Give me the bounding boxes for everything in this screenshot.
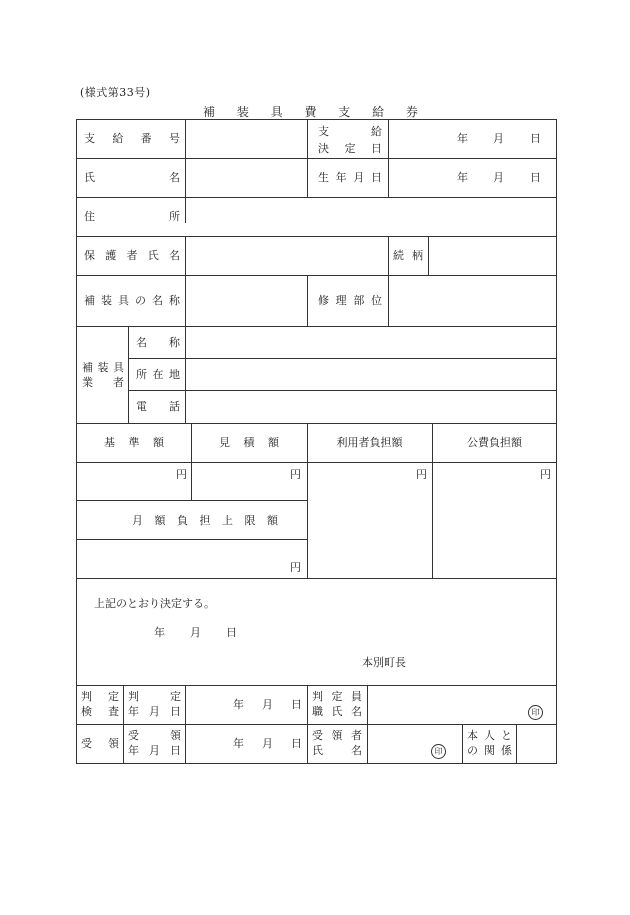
vendor-name-label: 名 称 (136, 336, 180, 349)
recipient-label: 受 領 者 (312, 729, 362, 742)
seal-mark: 印 (431, 744, 446, 759)
day-label: 日 (530, 132, 541, 145)
rule (185, 236, 186, 275)
rule (307, 158, 308, 197)
judgment-date-label: 判 定 (128, 690, 181, 703)
public-burden-label: 公費負担額 (467, 436, 522, 449)
user-burden-label: 利用者負担額 (336, 436, 403, 449)
estimate-amount-label: 見 積 額 (219, 436, 279, 449)
rule (307, 275, 308, 326)
support-number-label: 支 給 番 号 (84, 132, 180, 145)
rule (76, 197, 557, 198)
rule (76, 158, 557, 159)
yen-label: 円 (290, 561, 301, 574)
rule (128, 358, 557, 359)
judgment-date-label: 年 月 日 (128, 705, 181, 718)
yen-label: 円 (416, 468, 427, 481)
rule (185, 119, 186, 223)
relation-to-self-label: 本 人 と (467, 729, 512, 742)
vendor-phone-label: 電 話 (136, 400, 180, 413)
rule (516, 724, 517, 764)
day-label: 日 (226, 626, 237, 639)
inspection-label: 判 定 (81, 690, 119, 703)
address-label: 住 所 (84, 210, 180, 223)
inspection-label: 検 査 (81, 705, 119, 718)
yen-label: 円 (540, 468, 551, 481)
rule (128, 326, 129, 423)
rule (123, 685, 124, 764)
decision-date-label: 決 定 日 (318, 142, 382, 155)
rule (388, 275, 389, 326)
rule (76, 539, 307, 540)
yen-label: 円 (176, 468, 187, 481)
rule (388, 158, 389, 197)
relation-label: 続 柄 (393, 249, 423, 262)
seal-mark: 印 (528, 705, 543, 720)
judge-label: 判 定 員 (312, 690, 362, 703)
rule (185, 275, 186, 326)
rule (76, 724, 557, 725)
rule (191, 423, 192, 500)
decision-statement: 上記のとおり決定する。 (94, 597, 215, 610)
decision-date-label: 支 給 (318, 125, 382, 138)
month-label: 月 (262, 737, 273, 750)
rule (185, 326, 186, 423)
rule (76, 275, 557, 276)
receipt-date-label: 年 月 日 (128, 744, 181, 757)
year-label: 年 (233, 698, 244, 711)
birthdate-label: 生 年 月 日 (318, 171, 382, 184)
standard-amount-label: 基 準 額 (104, 436, 164, 449)
rule (76, 500, 307, 501)
day-label: 日 (291, 737, 302, 750)
rule (388, 119, 389, 158)
page-title: 補 装 具 費 支 給 券 (203, 105, 427, 119)
rule (128, 390, 557, 391)
judge-label: 職 氏 名 (312, 705, 362, 718)
monthly-cap-label: 月 額 負 担 上 限 額 (132, 514, 278, 527)
vendor-label: 補 装 具 (82, 361, 124, 374)
month-label: 月 (493, 132, 504, 145)
rule (76, 423, 557, 424)
guardian-name-label: 保 護 者 氏 名 (84, 249, 180, 262)
year-label: 年 (457, 171, 468, 184)
form-number: (様式第33号) (80, 86, 151, 99)
rule (76, 462, 557, 463)
device-name-label: 補 装 具 の 名 称 (84, 294, 180, 307)
rule (307, 685, 308, 764)
issuing-authority: 本別町長 (362, 656, 406, 669)
relation-to-self-label: の 関 係 (467, 744, 512, 757)
rule (367, 685, 368, 764)
rule (76, 326, 557, 327)
repair-part-label: 修 理 部 位 (318, 294, 382, 307)
rule (76, 578, 557, 579)
year-label: 年 (154, 626, 165, 639)
name-label: 氏 名 (84, 171, 180, 184)
rule (428, 236, 429, 275)
rule (185, 685, 186, 764)
yen-label: 円 (290, 468, 301, 481)
month-label: 月 (493, 171, 504, 184)
year-label: 年 (233, 737, 244, 750)
month-label: 月 (190, 626, 201, 639)
rule (462, 724, 463, 764)
rule (388, 236, 389, 275)
rule (76, 236, 557, 237)
vendor-location-label: 所 在 地 (136, 368, 180, 381)
day-label: 日 (291, 698, 302, 711)
month-label: 月 (262, 698, 273, 711)
year-label: 年 (457, 132, 468, 145)
receipt-date-label: 受 領 (128, 729, 181, 742)
rule (76, 685, 557, 686)
rule (307, 119, 308, 158)
day-label: 日 (530, 171, 541, 184)
receipt-label: 受 領 (81, 737, 119, 750)
vendor-label: 業 者 (82, 376, 124, 389)
recipient-label: 氏 名 (312, 744, 362, 757)
